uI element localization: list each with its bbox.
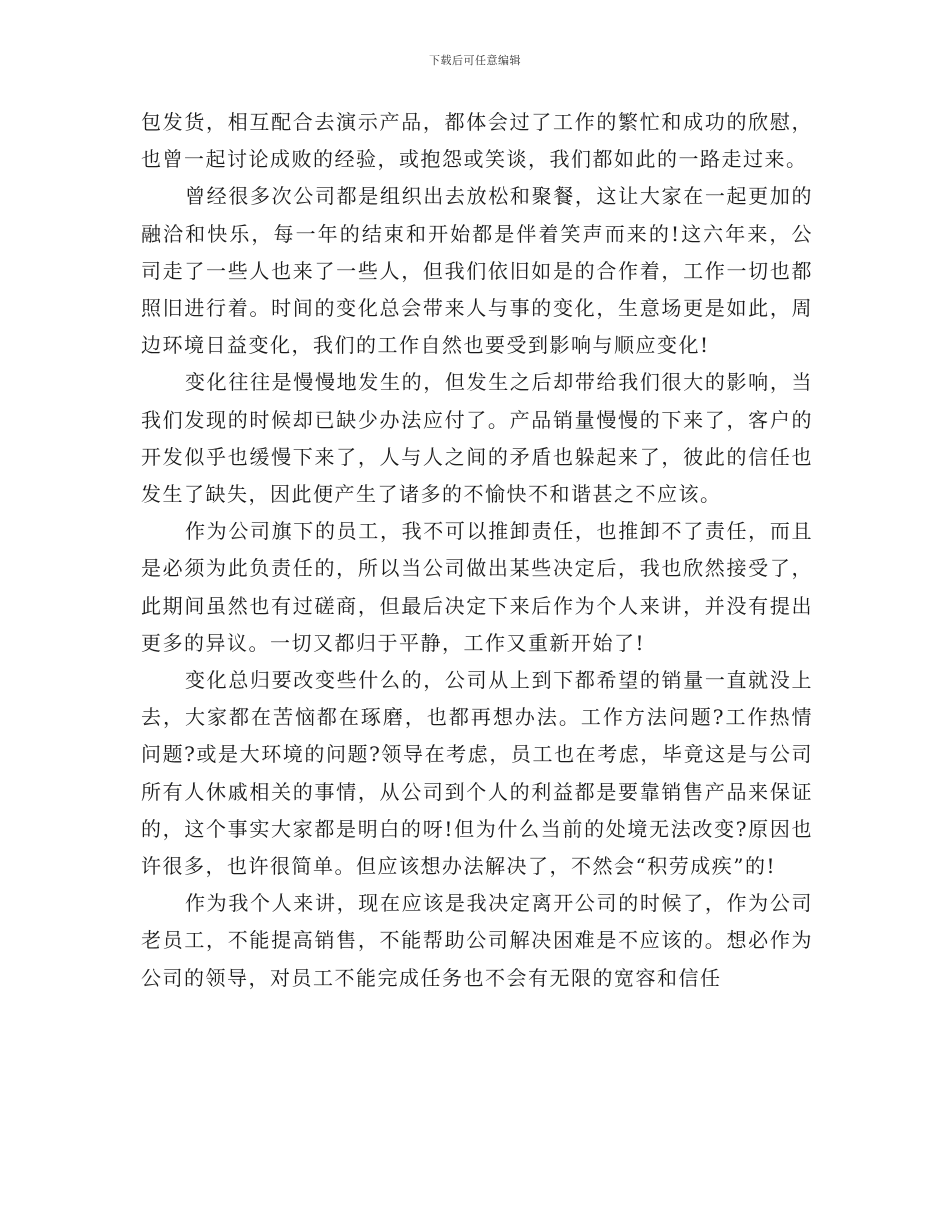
paragraph-6: 作为我个人来讲，现在应该是我决定离开公司的时候了，作为公司老员工，不能提高销售，不能帮助公司解决困难是不应该的。想必作为公司的领导，对员工不能完成任务也不会有无限的宽容和信任 (141, 891, 813, 990)
paragraph-1: 包发货，相互配合去演示产品，都体会过了工作的繁忙和成功的欣慰，也曾一起讨论成败的经验，或抱怨或笑谈，我们都如此的一路走过来。 (141, 110, 813, 172)
document-body (141, 104, 813, 997)
paragraph-3: 变化往往是慢慢地发生的，但发生之后却带给我们很大的影响，当我们发现的时候却已缺少办法应付了。产品销量慢慢的下来了，客户的开发似乎也缓慢下来了，人与人之间的矛盾也躲起来了，彼此的信任也发生了缺失，因此便产生了诸多的不愉快不和谐甚之不应该。 (141, 370, 813, 507)
paragraph-4: 作为公司旗下的员工，我不可以推卸责任，也推卸不了责任，而且是必须为此负责任的，所以当公司做出某些决定后，我也欣然接受了，此期间虽然也有过磋商，但最后决定下来后作为个人来讲，并没有提出更多的异议。一切又都归于平静，工作又重新开始了! (141, 519, 813, 655)
paragraph-5: 变化总归要改变些什么的，公司从上到下都希望的销量一直就没上去，大家都在苦恼都在琢磨，也都再想办法。工作方法问题?工作热情问题?或是大环境的问题?领导在考虑，员工也在考虑，毕竟这是与公司所有人休戚相关的事情，从公司到个人的利益都是要靠销售产品来保证的，这个事实大家都是明白的呀!但为什么当前的处境无法改变?原因也许很多，也许很简单。但应该想办法解决了，不然会“积劳成疾”的! (141, 668, 813, 879)
page-header: 下载后可任意编辑 (429, 54, 521, 67)
paragraph-2: 曾经很多次公司都是组织出去放松和聚餐，这让大家在一起更加的融洽和快乐，每一年的结束和开始都是伴着笑声而来的!这六年来，公司走了一些人也来了一些人，但我们依旧如是的合作着，工作一切也都照旧进行着。时间的变化总会带来人与事的变化，生意场更是如此，周边环境日益变化，我们的工作自然也要受到影响与顺应变化! (141, 184, 813, 358)
